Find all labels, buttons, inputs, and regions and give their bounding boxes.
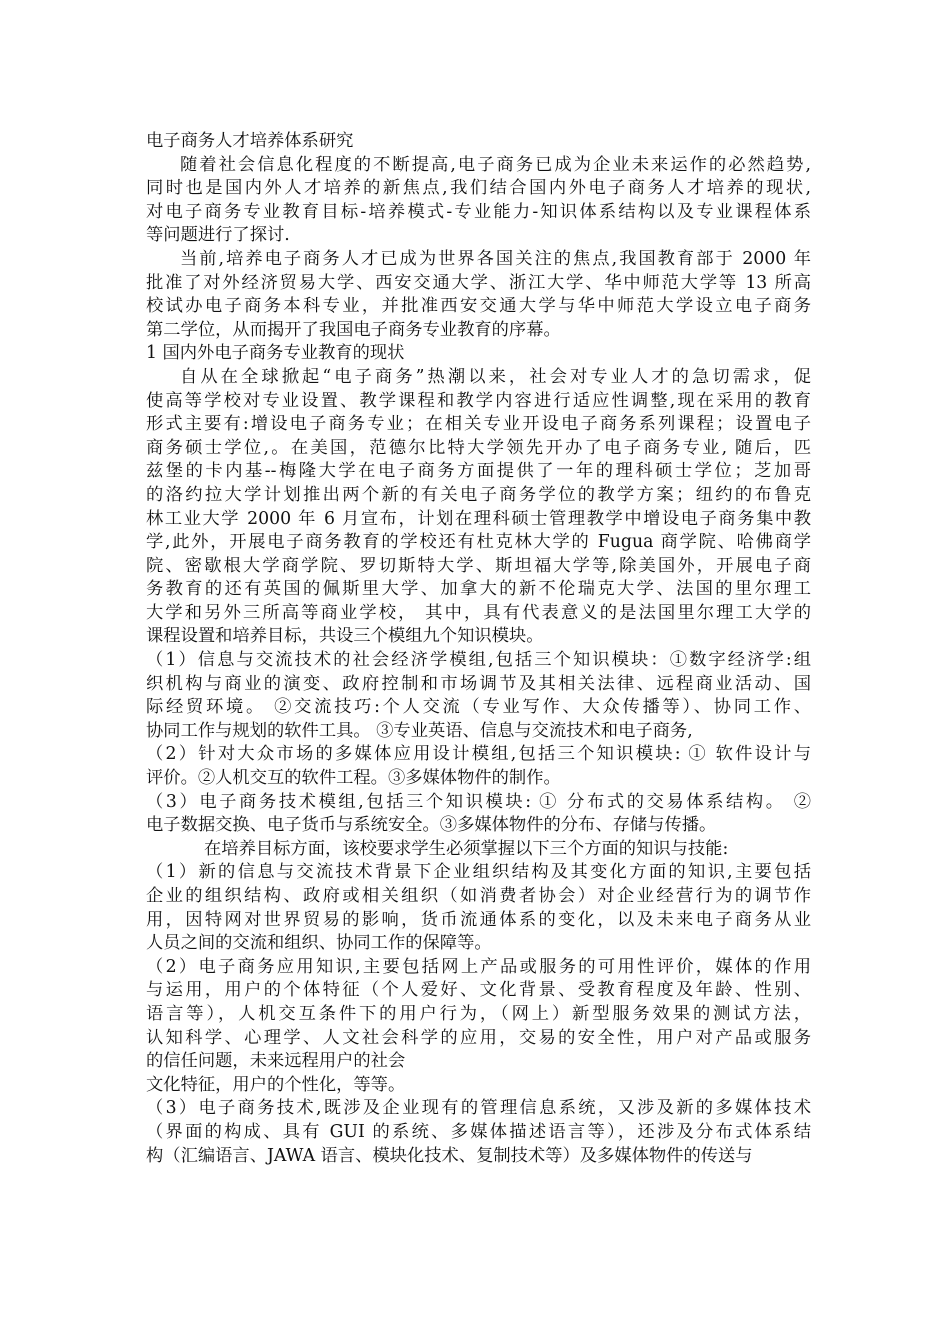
- text-line: 当前,培养电子商务人才已成为世界各国关注的焦点,我国教育部于 2000 年: [180, 248, 811, 269]
- document-page: [146, 130, 811, 1168]
- text-line: 人员之间的交流和组织、协同工作的保障等。: [146, 933, 492, 954]
- text-line: 校试办电子商务本科专业，并批准西安交通大学与华中师范大学设立电子商务: [146, 296, 811, 317]
- text-line: 自从在全球掀起“电子商务”热潮以来，社会对专业人才的急切需求，促: [180, 366, 811, 387]
- text-line: 在培养目标方面，该校要求学生必须掌握以下三个方面的知识与技能:: [204, 838, 729, 859]
- text-line: 学,此外，开展电子商务教育的学校还有杜克林大学的 Fugua 商学院、哈佛商学: [146, 532, 811, 553]
- text-line: 语言等），人机交互条件下的用户行为，（网上）新型服务效果的测试方法，: [146, 1003, 811, 1024]
- document-body: [146, 154, 811, 1169]
- text-line: 织机构与商业的演变、政府控制和市场调节及其相关法律、远程商业活动、国: [146, 673, 811, 694]
- text-line: 电子数据交换、电子货币与系统安全。③多媒体物件的分布、存储与传播。: [146, 815, 717, 836]
- text-line: （2）针对大众市场的多媒体应用设计模组,包括三个知识模块: ① 软件设计与: [146, 744, 811, 765]
- text-line: 商务硕士学位,。在美国，范德尔比特大学领先开办了电子商务专业, 随后，匹: [146, 437, 811, 458]
- text-line: 兹堡的卡内基--梅隆大学在电子商务方面提供了一年的理科硕士学位；芝加哥: [146, 461, 811, 482]
- paragraph: [146, 366, 811, 649]
- text-line: 评价。②人机交互的软件工程。③多媒体物件的制作。: [146, 768, 561, 789]
- text-line: （1）新的信息与交流技术背景下企业组织结构及其变化方面的知识,主要包括: [146, 862, 811, 883]
- text-line: 文化特征，用户的个性化，等等。: [146, 1074, 406, 1095]
- text-line: 与运用，用户的个体特征（个人爱好、文化背景、受教育程度及年龄、性别、: [146, 980, 811, 1001]
- section-heading: 1 国内外电子商务专业教育的现状: [146, 343, 405, 364]
- text-line: 对电子商务专业教育目标-培养模式-专业能力-知识体系结构以及专业课程体系: [146, 201, 811, 222]
- text-line: 同时也是国内外人才培养的新焦点,我们结合国内外电子商务人才培养的现状,: [146, 178, 811, 199]
- text-line: （3）电子商务技术,既涉及企业现有的管理信息系统，又涉及新的多媒体技术: [146, 1098, 811, 1119]
- text-line: （1）信息与交流技术的社会经济学模组,包括三个知识模块：①数字经济学:组: [146, 650, 811, 671]
- text-line: 院、密歇根大学商学院、罗切斯特大学、斯坦福大学等,除美国外，开展电子商: [146, 555, 811, 576]
- text-line: 等问题进行了探讨.: [146, 225, 290, 246]
- paragraph: [146, 154, 811, 248]
- paragraph: [146, 861, 811, 955]
- text-line: 构（汇编语言、JAWA 语言、模块化技术、复制技术等）及多媒体物件的传送与: [146, 1145, 753, 1166]
- text-line: 大学和另外三所高等商业学校， 其中，具有代表意义的是法国里尔理工大学的: [146, 602, 811, 623]
- text-line: 使高等学校对专业设置、教学课程和教学内容进行适应性调整,现在采用的教育: [146, 390, 811, 411]
- paragraph: [146, 1074, 811, 1098]
- text-line: 第二学位，从而揭开了我国电子商务专业教育的序幕。: [146, 319, 561, 340]
- text-line: 务教育的还有英国的佩斯里大学、加拿大的新不伦瑞克大学、法国的里尔理工: [146, 579, 811, 600]
- paragraph: [146, 342, 811, 366]
- paragraph: [146, 956, 811, 1074]
- text-line: 的信任问题，未来远程用户的社会: [146, 1051, 406, 1072]
- paragraph: [146, 791, 811, 838]
- text-line: （2）电子商务应用知识,主要包括网上产品或服务的可用性评价，媒体的作用: [146, 956, 811, 977]
- text-line: 认知科学、心理学、人文社会科学的应用，交易的安全性，用户对产品或服务: [146, 1027, 811, 1048]
- paragraph: [146, 248, 811, 342]
- text-line: 企业的组织结构、政府或相关组织（如消费者协会）对企业经营行为的调节作: [146, 886, 811, 906]
- text-line: 形式主要有:增设电子商务专业；在相关专业开设电子商务系列课程；设置电子: [146, 414, 811, 435]
- text-line: （3）电子商务技术模组,包括三个知识模块: ① 分布式的交易体系结构。 ②: [146, 791, 811, 812]
- text-line: 际经贸环境。 ②交流技巧:个人交流（专业写作、大众传播等）、协同工作、: [146, 697, 811, 718]
- document-title: 电子商务人才培养体系研究: [146, 131, 354, 151]
- text-line: 用，因特网对世界贸易的影响，货币流通体系的变化，以及未来电子商务从业: [146, 909, 811, 930]
- paragraph: [146, 743, 811, 790]
- text-line: 协同工作与规划的软件工具。 ③专业英语、信息与交流技术和电子商务,: [146, 720, 693, 741]
- text-line: 批准了对外经济贸易大学、西安交通大学、浙江大学、华中师范大学等 13 所高: [146, 272, 811, 293]
- text-line: （界面的构成、具有 GUI 的系统、多媒体描述语言等），还涉及分布式体系结: [146, 1121, 811, 1142]
- text-line: 随着社会信息化程度的不断提高,电子商务已成为企业未来运作的必然趋势,: [180, 154, 811, 175]
- paragraph: [146, 649, 811, 743]
- text-line: 的洛约拉大学计划推出两个新的有关电子商务学位的教学方案；纽约的布鲁克: [146, 484, 811, 505]
- paragraph: [146, 1097, 811, 1168]
- paragraph: [146, 838, 811, 862]
- text-line: 林工业大学 2000 年 6 月宣布，计划在理科硕士管理教学中增设电子商务集中教: [146, 508, 811, 529]
- text-line: 课程设置和培养目标，共设三个模组九个知识模块。: [146, 626, 544, 647]
